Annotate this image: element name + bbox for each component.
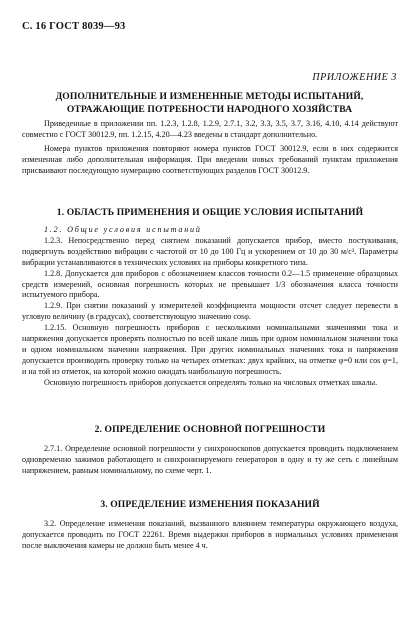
paragraph: 1.2.15. Основную погрешность приборов с несколькими номинальными значениями тока и напряжения допускается проверять полностью по всей шкале лишь при одном номинальном значении тока и одном номинальном значении напряжения. При других номинальных значениях тока и напряжения допускается производить проверку только на четырех отметках: двух крайних, на отметке φ=0 или cos φ=1, и на той из отметок, на которой можно ожидать наибольшую погрешность.: [22, 323, 398, 376]
section-2-heading: 2. ОПРЕДЕЛЕНИЕ ОСНОВНОЙ ПОГРЕШНОСТИ: [94, 424, 326, 435]
page-header: С. 16 ГОСТ 8039—93: [22, 21, 126, 32]
intro-paragraph: Номера пунктов приложения повторяют номера пунктов ГОСТ 30012.9, если в них содержится измененная либо дополнительная информация. При введении новых требований пунктам приложения присваивают последующую нумерацию соответствующих разделов ГОСТ 30012.9.: [22, 143, 398, 175]
paragraph: 1.2.8. Допускается для приборов с обозначением классов точности 0.2—1.5 применение образцовых средств измерений, основная погрешность которых не превышает 1/3 обозначения класса точности испытуемого прибора.: [22, 268, 398, 300]
section-1-body: [22, 225, 398, 389]
section-1-heading: 1. ОБЛАСТЬ ПРИМЕНЕНИЯ И ОБЩИЕ УСЛОВИЯ ИСПЫТАНИЙ: [56, 207, 364, 218]
subsection-heading: 1.2. Общие условия испытаний: [44, 225, 202, 234]
section-3-body: [22, 519, 398, 552]
paragraph: 3.2. Определение изменения показаний, вызванного влиянием температуры окружающего воздуха, допускается проводить по ГОСТ 22261. Время выдержки приборов в нормальных условиях применения после выключения камеры не должно быть менее 4 ч.: [22, 519, 398, 550]
appendix-label: ПРИЛОЖЕНИЕ 3: [312, 72, 397, 83]
title-line-2: ОТРАЖАЮЩИЕ ПОТРЕБНОСТИ НАРОДНОГО ХОЗЯЙСТВА: [66, 104, 353, 115]
document-title: [40, 90, 379, 116]
section-3-heading: 3. ОПРЕДЕЛЕНИЕ ИЗМЕНЕНИЯ ПОКАЗАНИЙ: [100, 499, 320, 510]
paragraph: Основную погрешность приборов допускается определять только на числовых отметках шкалы.: [44, 377, 378, 387]
title-line-1: ДОПОЛНИТЕЛЬНЫЕ И ИЗМЕНЕННЫЕ МЕТОДЫ ИСПЫТАНИЙ,: [55, 91, 364, 102]
intro-block: [22, 119, 398, 177]
paragraph: 1.2.9. При снятии показаний у измерителей коэффициента мощности отсчет следует перевести в угловую величину (в градусах), соответствующую значению cosφ.: [22, 301, 398, 322]
intro-paragraph: Приведенные в приложении пп. 1.2.3, 1.2.8, 1.2.9, 2.7.1, 3.2, 3.3, 3.5, 3.7, 3.16, 4.10, 4.14 действуют совместно с ГОСТ 30012.9, пп. 1.2.15, 4.20—4.23 введены в стандарт дополнительно.: [22, 119, 398, 139]
paragraph: 2.7.1. Определение основной погрешности у синхроноскопов допускается проводить подключением одновременно зажимов работающего и синхронизируемого генераторов в одну и ту же сеть с линейным напряжением, равным номинальному, по схеме черт. 1.: [22, 444, 398, 475]
paragraph: 1.2.3. Непосредственно перед снятием показаний допускается прибор, вместо постукивания, подвергнуть воздействию вибрации с частотой от 10 до 100 Гц и ускорением от 10 до 30 м/с². Параметры вибрации устанавливаются в технических условиях на приборы конкретного типа.: [22, 235, 398, 267]
section-2-body: [22, 444, 398, 477]
